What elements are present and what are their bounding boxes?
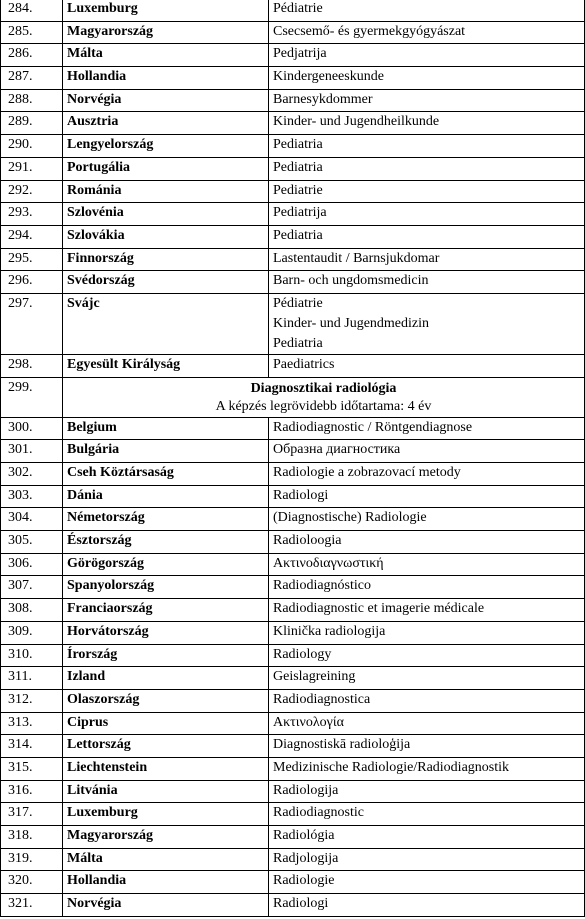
country-name: Németország [63, 508, 269, 531]
country-name: Lettország [63, 735, 269, 758]
table-row [1, 826, 585, 849]
row-number: 311. [1, 667, 63, 690]
country-name: Ciprus [63, 712, 269, 735]
specialty-term-line: Radjologija [273, 850, 339, 866]
row-number: 290. [1, 135, 63, 158]
table-row [1, 248, 585, 271]
table-row [1, 848, 585, 871]
specialty-term-line: Radiologi [273, 896, 329, 912]
country-name: Portugália [63, 157, 269, 180]
row-number: 316. [1, 780, 63, 803]
specialty-term [269, 21, 585, 44]
row-number: 315. [1, 757, 63, 780]
country-name: Franciaország [63, 599, 269, 622]
specialty-term [269, 848, 585, 871]
table-row [1, 354, 585, 377]
specialty-term-line: Pédiatrie [273, 1, 323, 16]
specialty-term-line: Kinder- und Jugendmedizin [273, 315, 430, 331]
specialty-term-line: Barnesykdommer [273, 91, 373, 107]
specialty-term [269, 894, 585, 917]
specialty-term-line: Radiodiagnostica [273, 691, 371, 707]
table-row [1, 689, 585, 712]
country-name: Málta [63, 848, 269, 871]
country-name: Finnország [63, 248, 269, 271]
row-number: 306. [1, 553, 63, 576]
specialty-term [269, 203, 585, 226]
specialty-term [269, 293, 585, 354]
specialty-term [269, 871, 585, 894]
specialty-term-line: Radiologie a zobrazovací metody [273, 465, 461, 480]
specialty-term-line: Radiodiagnostic [273, 805, 364, 821]
specialty-term [269, 508, 585, 531]
specialty-term-line: Radiodiagnóstico [273, 578, 371, 594]
row-number: 321. [1, 894, 63, 917]
row-number: 300. [1, 417, 63, 440]
table-row [1, 203, 585, 226]
specialty-term [269, 463, 585, 486]
table-row [1, 576, 585, 599]
table-row [1, 89, 585, 112]
row-number: 305. [1, 531, 63, 554]
country-name: Málta [63, 44, 269, 67]
table-row [1, 735, 585, 758]
country-name: Luxemburg [63, 0, 269, 21]
table-row [1, 780, 585, 803]
country-name: Észtország [63, 531, 269, 554]
specialty-term-line: Klinička radiologija [273, 623, 386, 639]
table-row [1, 440, 585, 463]
table-row [1, 599, 585, 622]
specialty-term-line: Medizinische Radiologie/Radiodiagnostik [273, 759, 510, 775]
row-number: 295. [1, 248, 63, 271]
specialty-term-line: Radiodiagnostic / Röntgendiagnose [273, 419, 473, 435]
country-name: Belgium [63, 417, 269, 440]
specialty-term-line: Kinder- und Jugendheilkunde [273, 114, 440, 130]
specialty-term [269, 112, 585, 135]
country-name: Hollandia [63, 67, 269, 90]
row-number: 288. [1, 89, 63, 112]
country-name: Szlovákia [63, 225, 269, 248]
country-name: Liechtenstein [63, 757, 269, 780]
specialty-term [269, 644, 585, 667]
table-row [1, 531, 585, 554]
specialty-term-line: Pédiatrie [273, 295, 323, 311]
specialty-term [269, 780, 585, 803]
specialty-term-line: Radiologie [273, 873, 335, 889]
row-number: 309. [1, 621, 63, 644]
specialty-term-line: Radiology [273, 646, 332, 662]
row-number: 291. [1, 157, 63, 180]
country-name: Spanyolország [63, 576, 269, 599]
specialty-term [269, 44, 585, 67]
specialty-term-line: Pediatrie [273, 182, 323, 198]
country-name: Norvégia [63, 89, 269, 112]
row-number: 285. [1, 21, 63, 44]
country-name: Szlovénia [63, 203, 269, 226]
specialty-term [269, 826, 585, 849]
row-number: 303. [1, 485, 63, 508]
table-row [1, 553, 585, 576]
specialty-term [269, 157, 585, 180]
table-row [1, 271, 585, 294]
specialty-term-line: Ακτινολογία [273, 714, 344, 730]
specialty-term-line: Radiologija [273, 782, 339, 798]
country-name: Bulgária [63, 440, 269, 463]
specialty-term-line: Radiodiagnostic et imagerie médicale [273, 601, 485, 617]
country-name: Magyarország [63, 826, 269, 849]
country-name: Magyarország [63, 21, 269, 44]
table-row [1, 757, 585, 780]
table-row [1, 463, 585, 486]
specialty-term [269, 712, 585, 735]
specialty-term-line: Csecsemő- és gyermekgyógyászat [273, 23, 466, 39]
row-number: 296. [1, 271, 63, 294]
table-row [1, 21, 585, 44]
specialty-term [269, 667, 585, 690]
row-number: 312. [1, 689, 63, 712]
row-number: 287. [1, 67, 63, 90]
specialty-term-line: Pediatrija [273, 205, 327, 221]
specialty-term-line: Образна диагностика [273, 442, 401, 458]
specialty-term [269, 225, 585, 248]
country-name: Norvégia [63, 894, 269, 917]
country-name: Románia [63, 180, 269, 203]
row-number: 308. [1, 599, 63, 622]
country-name: Cseh Köztársaság [63, 463, 269, 486]
row-number: 289. [1, 112, 63, 135]
specialty-term [269, 89, 585, 112]
section-heading [63, 377, 585, 417]
specialty-term-line: Kindergeneeskunde [273, 69, 384, 85]
row-number: 299. [1, 377, 63, 417]
table-row [1, 157, 585, 180]
country-name: Svájc [63, 293, 269, 354]
table-row [1, 180, 585, 203]
row-number: 284. [1, 0, 63, 21]
row-number: 302. [1, 463, 63, 486]
table-row [1, 621, 585, 644]
specialty-term [269, 271, 585, 294]
specialty-term [269, 757, 585, 780]
table-row [1, 894, 585, 917]
row-number: 318. [1, 826, 63, 849]
table-row [1, 135, 585, 158]
table-row [1, 485, 585, 508]
specialty-term-line: Pedjatrija [273, 46, 327, 62]
table-row [1, 667, 585, 690]
country-name: Izland [63, 667, 269, 690]
specialty-term [269, 354, 585, 377]
row-number: 297. [1, 293, 63, 354]
table-body [1, 0, 585, 916]
table-row [1, 508, 585, 531]
row-number: 304. [1, 508, 63, 531]
row-number: 293. [1, 203, 63, 226]
country-name: Hollandia [63, 871, 269, 894]
table-row [1, 871, 585, 894]
table-row [1, 803, 585, 826]
table-row [1, 67, 585, 90]
table-row [1, 0, 585, 21]
table-row [1, 293, 585, 354]
specialty-term [269, 0, 585, 21]
country-name: Horvátország [63, 621, 269, 644]
specialty-term-line: Barn- och ungdomsmedicin [273, 273, 429, 289]
country-name: Svédország [63, 271, 269, 294]
country-name: Írország [63, 644, 269, 667]
specialty-term-line: Pediatria [273, 137, 323, 153]
specialty-term-line: Paediatrics [273, 356, 335, 372]
specialty-term [269, 621, 585, 644]
table-row [1, 44, 585, 67]
specialty-term [269, 599, 585, 622]
country-name: Dánia [63, 485, 269, 508]
table-row [1, 712, 585, 735]
row-number: 310. [1, 644, 63, 667]
row-number: 307. [1, 576, 63, 599]
country-name: Olaszország [63, 689, 269, 712]
specialty-term-line: Diagnostiskā radioloģija [273, 737, 411, 753]
country-name: Litvánia [63, 780, 269, 803]
specialty-term-line: (Diagnostische) Radiologie [273, 510, 427, 526]
specialty-term [269, 180, 585, 203]
specialty-term [269, 135, 585, 158]
table-row [1, 644, 585, 667]
section-title: Diagnosztikai radiológia [250, 380, 397, 396]
country-name: Lengyelország [63, 135, 269, 158]
row-number: 292. [1, 180, 63, 203]
row-number: 294. [1, 225, 63, 248]
country-name: Ausztria [63, 112, 269, 135]
specialty-term-line: Geislagreining [273, 669, 356, 685]
table-row [1, 225, 585, 248]
specialty-term [269, 735, 585, 758]
country-name: Egyesült Királyság [63, 354, 269, 377]
specialty-term [269, 417, 585, 440]
specialty-term-line: Radioloogia [273, 533, 342, 549]
specialty-term-line: Radiologi [273, 487, 329, 503]
specialty-term [269, 485, 585, 508]
section-subtitle: A képzés legrövidebb időtartama: 4 év [215, 398, 432, 414]
specialty-term [269, 440, 585, 463]
specialty-term [269, 689, 585, 712]
specialty-term-line: Radiológia [273, 828, 335, 843]
country-name: Görögország [63, 553, 269, 576]
specialty-term-line: Pediatria [273, 227, 323, 243]
specialty-term [269, 531, 585, 554]
specialty-term-line: Lastentaudit / Barnsjukdomar [273, 250, 440, 266]
specialty-term [269, 67, 585, 90]
row-number: 313. [1, 712, 63, 735]
country-name: Luxemburg [63, 803, 269, 826]
row-number: 301. [1, 440, 63, 463]
specialty-term [269, 803, 585, 826]
row-number: 319. [1, 848, 63, 871]
row-number: 298. [1, 354, 63, 377]
specialty-term-line: Ακτινοδιαγνωστική [273, 555, 384, 571]
row-number: 317. [1, 803, 63, 826]
specialty-term [269, 553, 585, 576]
section-header-row [1, 377, 585, 417]
specialty-term-line: Pediatria [273, 335, 323, 351]
row-number: 286. [1, 44, 63, 67]
specialty-term-line: Pediatria [273, 159, 323, 175]
specialty-term [269, 576, 585, 599]
specialty-term [269, 248, 585, 271]
table-row [1, 417, 585, 440]
row-number: 320. [1, 871, 63, 894]
table-row [1, 112, 585, 135]
row-number: 314. [1, 735, 63, 758]
